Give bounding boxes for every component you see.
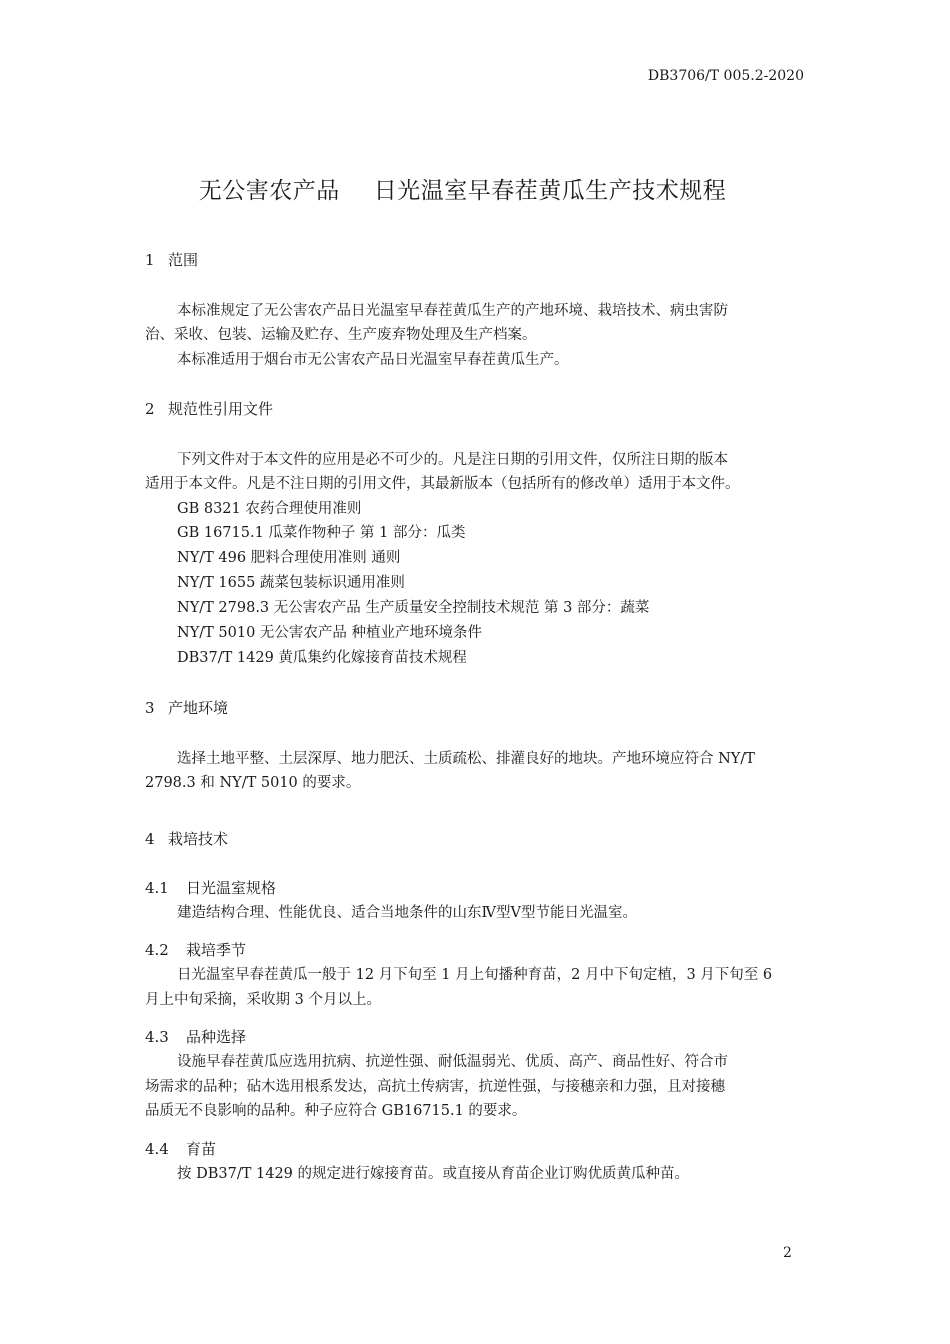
paragraph-line: 选择土地平整、土层深厚、地力肥沃、土质疏松、排灌良好的地块。产地环境应符合 NY/T — [177, 751, 755, 767]
reference-item: NY/T 2798.3 无公害农产品 生产质量安全控制技术规范 第 3 部分：蔬菜 — [177, 600, 650, 616]
reference-item: NY/T 1655 蔬菜包装标识通用准则 — [177, 575, 405, 591]
paragraph-line: 本标准适用于烟台市无公害农产品日光温室早春茬黄瓜生产。 — [177, 352, 569, 368]
subsection-number: 4.4 — [145, 1140, 169, 1158]
subsection-number: 4.2 — [145, 941, 169, 959]
paragraph-line: 2798.3 和 NY/T 5010 的要求。 — [145, 775, 361, 791]
paragraph-line: 月上中旬采摘，采收期 3 个月以上。 — [145, 992, 381, 1008]
subsection-4-4-heading — [145, 1138, 216, 1159]
section-3-heading — [145, 697, 228, 718]
reference-item: NY/T 5010 无公害农产品 种植业产地环境条件 — [177, 625, 483, 641]
paragraph-line: 建造结构合理、性能优良、适合当地条件的山东Ⅳ型Ⅴ型节能日光温室。 — [177, 905, 637, 921]
subsection-title: 栽培季节 — [186, 941, 247, 959]
paragraph-line: 日光温室早春茬黄瓜一般于 12 月下旬至 1 月上旬播种育苗，2 月中下旬定植，3 月下旬至 6 — [177, 967, 773, 983]
reference-item: GB 8321 农药合理使用准则 — [177, 501, 362, 517]
section-number: 4 — [145, 830, 155, 848]
section-title: 范围 — [168, 251, 199, 269]
section-4-heading — [145, 828, 228, 849]
paragraph-line: 适用于本文件。凡是不注日期的引用文件，其最新版本（包括所有的修改单）适用于本文件。 — [145, 476, 740, 492]
paragraph-line: 按 DB37/T 1429 的规定进行嫁接育苗。或直接从育苗企业订购优质黄瓜种苗。 — [177, 1166, 690, 1182]
paragraph-line: 品质无不良影响的品种。种子应符合 GB16715.1 的要求。 — [145, 1103, 527, 1119]
section-number: 1 — [145, 251, 155, 269]
section-title: 规范性引用文件 — [168, 400, 274, 418]
title-part-2: 日光温室早春茬黄瓜生产技术规程 — [373, 178, 727, 204]
paragraph-line: 场需求的品种；砧木选用根系发达，高抗土传病害，抗逆性强，与接穗亲和力强，且对接穗 — [145, 1079, 725, 1095]
paragraph-line: 设施早春茬黄瓜应选用抗病、抗逆性强、耐低温弱光、优质、高产、商品性好、符合市 — [177, 1054, 728, 1070]
subsection-4-2-heading — [145, 939, 246, 960]
subsection-number: 4.3 — [145, 1028, 169, 1046]
reference-item: DB37/T 1429 黄瓜集约化嫁接育苗技术规程 — [177, 650, 467, 666]
section-2-heading — [145, 398, 273, 419]
section-number: 2 — [145, 400, 155, 418]
subsection-4-3-heading — [145, 1026, 246, 1047]
paragraph-line: 本标准规定了无公害农产品日光温室早春茬黄瓜生产的产地环境、栽培技术、病虫害防 — [177, 303, 728, 319]
page-title — [0, 172, 925, 205]
paragraph-line: 治、采收、包装、运输及贮存、生产废弃物处理及生产档案。 — [145, 327, 537, 343]
document-code: DB3706/T 005.2-2020 — [647, 68, 804, 84]
section-title: 栽培技术 — [168, 830, 229, 848]
section-title: 产地环境 — [168, 699, 229, 717]
subsection-title: 育苗 — [186, 1140, 217, 1158]
reference-item: NY/T 496 肥料合理使用准则 通则 — [177, 550, 401, 566]
title-part-1: 无公害农产品 — [198, 178, 340, 204]
subsection-4-1-heading — [145, 877, 276, 898]
subsection-title: 日光温室规格 — [186, 879, 277, 897]
subsection-number: 4.1 — [145, 879, 169, 897]
reference-item: GB 16715.1 瓜菜作物种子 第 1 部分：瓜类 — [177, 525, 466, 541]
section-1-heading — [145, 249, 198, 270]
section-number: 3 — [145, 699, 155, 717]
paragraph-line: 下列文件对于本文件的应用是必不可少的。凡是注日期的引用文件，仅所注日期的版本 — [177, 452, 728, 468]
subsection-title: 品种选择 — [186, 1028, 247, 1046]
page-number: 2 — [783, 1245, 792, 1261]
